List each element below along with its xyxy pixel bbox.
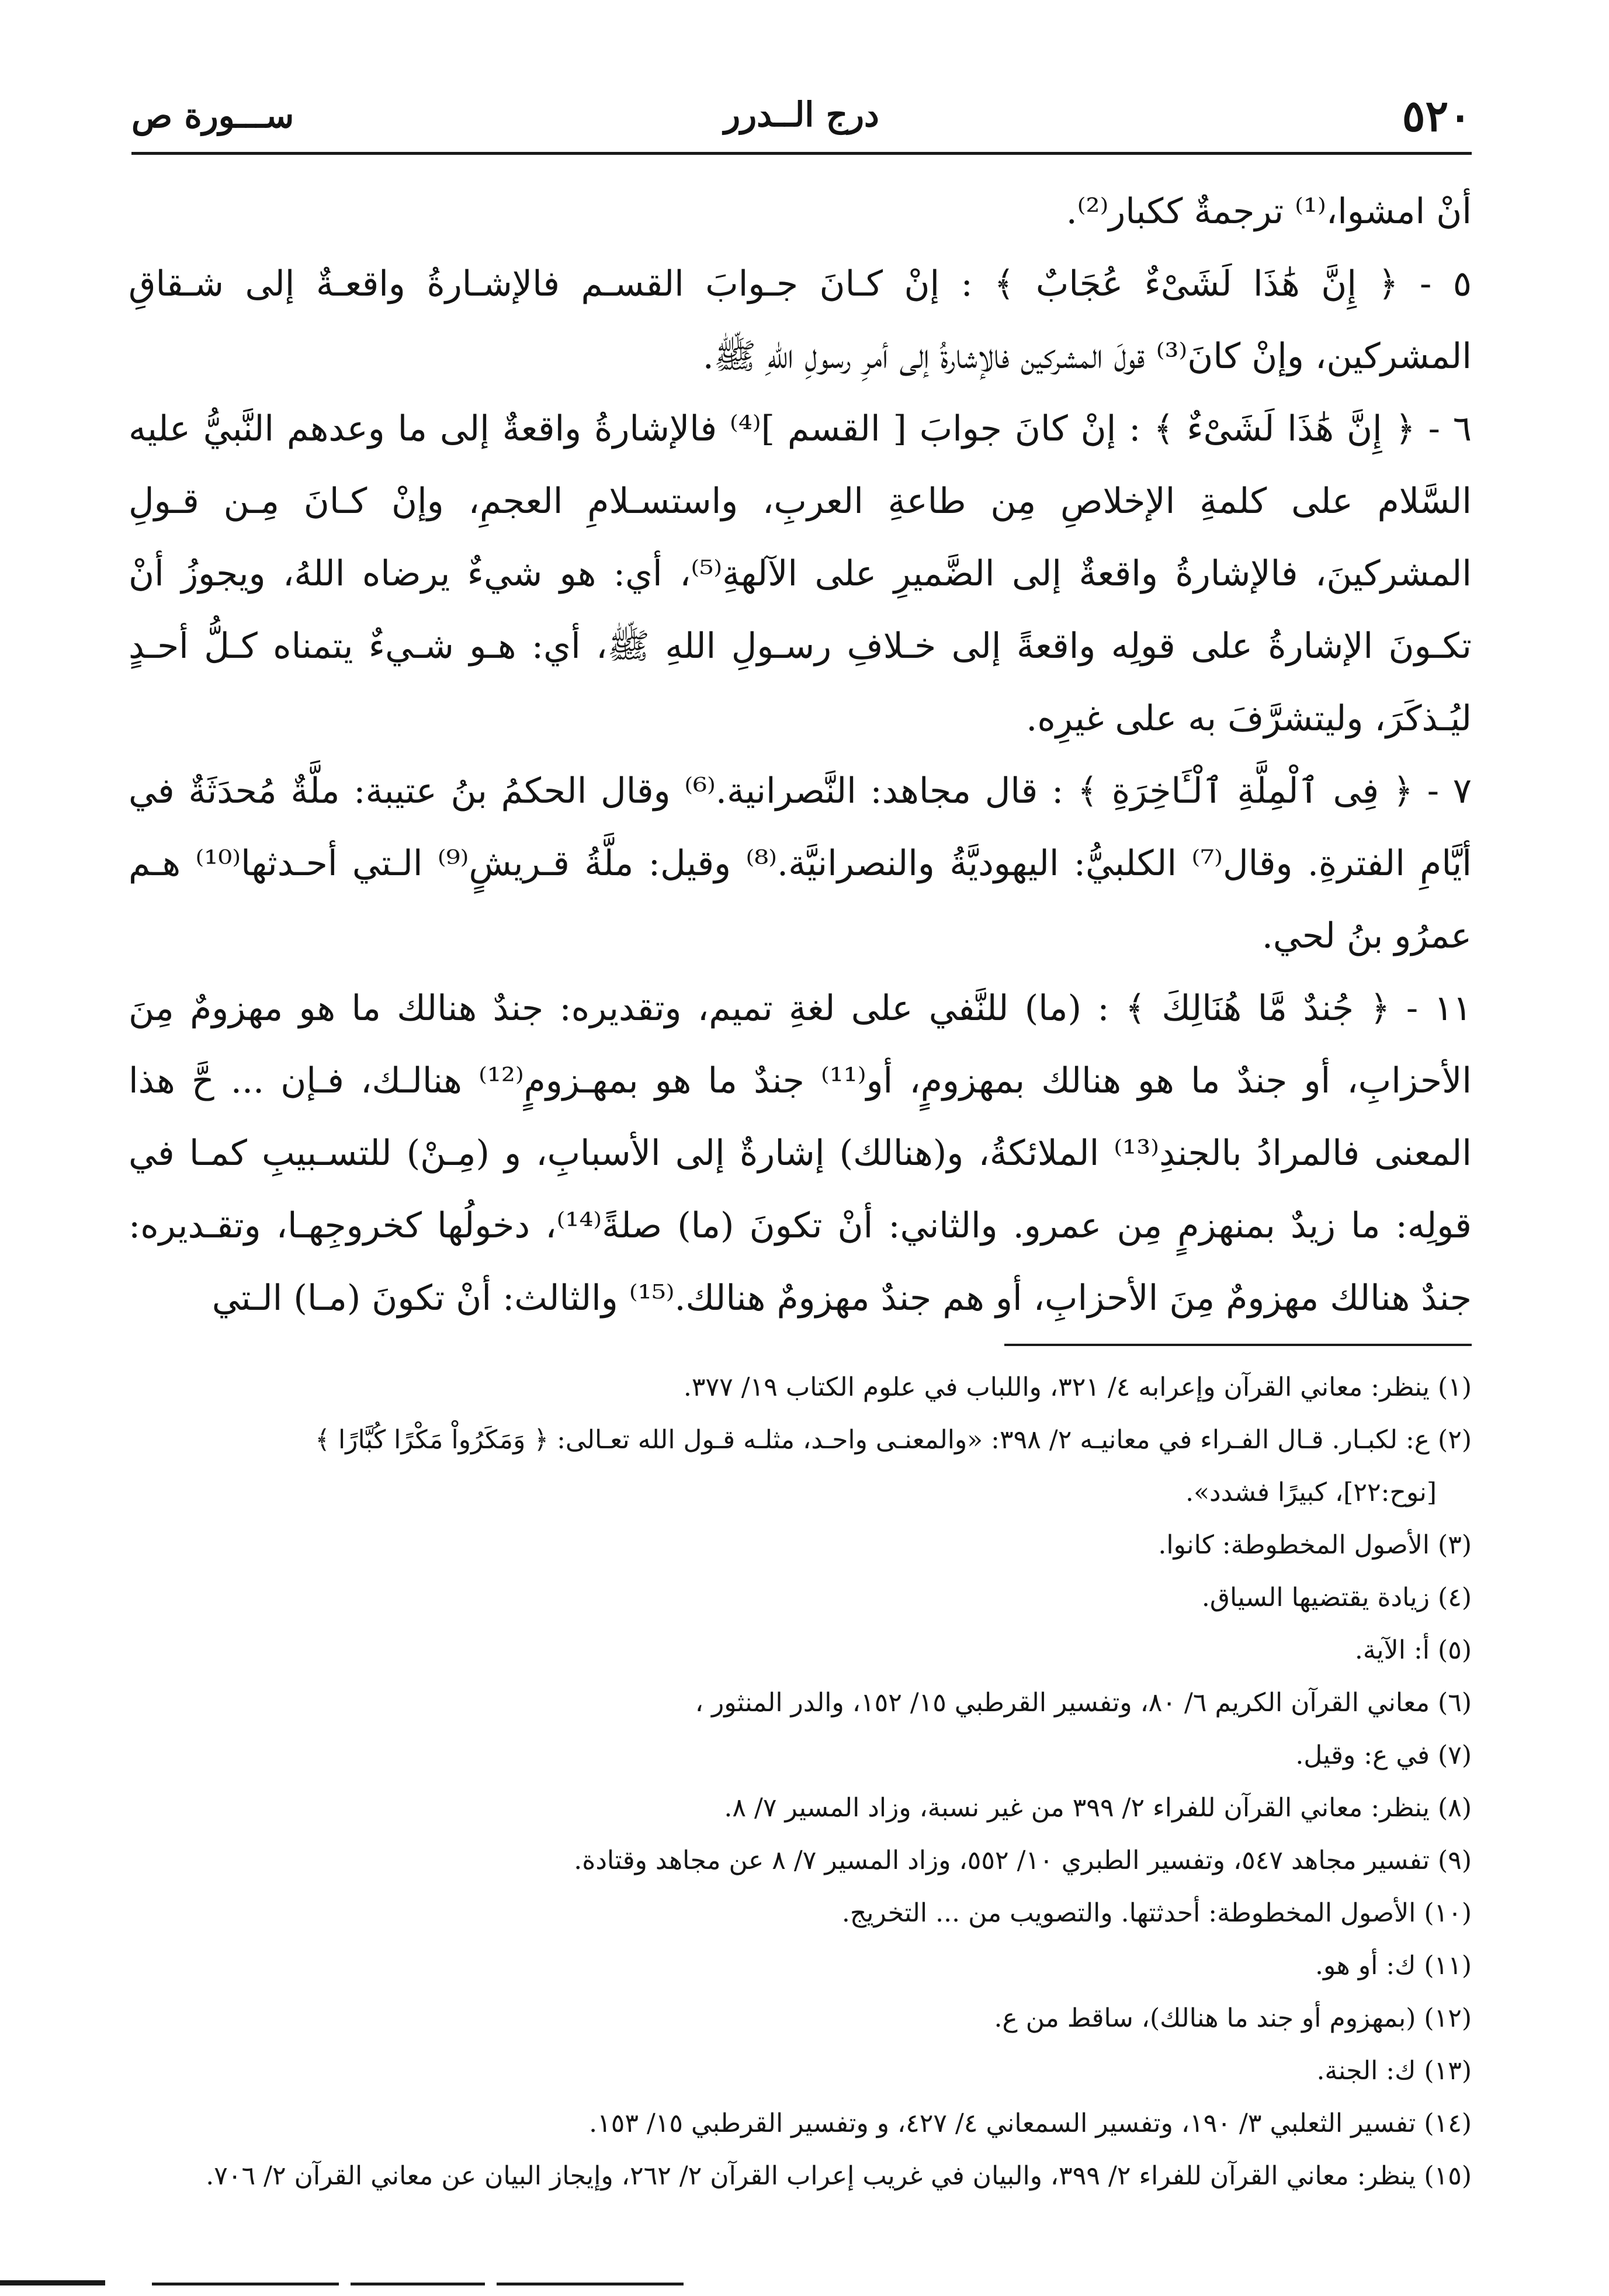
- surah-title: ســـورة ص: [131, 96, 294, 136]
- footnote-separator: [1004, 1344, 1472, 1346]
- scan-edge-marks: [0, 2262, 760, 2285]
- scan-mark: [351, 2283, 485, 2285]
- footnote: (١٣) ك: الجنة.: [1316, 2056, 1472, 2086]
- scan-mark: [0, 2280, 105, 2285]
- footnote: (١٤) تفسير الثعلبي ٣/ ١٩٠، وتفسير السمعاني ٤/ ٤٢٧، و وتفسير القرطبي ١٥/ ١٥٣.: [589, 2108, 1472, 2138]
- main-text: [129, 175, 1472, 1334]
- footnote: (١٥) ينظر: معاني القرآن للفراء ٢/ ٣٩٩، والبيان في غريب إعراب القرآن ٢/ ٢٦٢، وإيجاز البيان عن معاني القرآن ٢/ ٧٠٦.: [206, 2161, 1472, 2191]
- footnote: (٣) الأصول المخطوطة: كانوا.: [1158, 1530, 1472, 1560]
- scan-mark: [497, 2283, 684, 2285]
- paragraph: ٦ - ﴿ إِنَّ هَٰذَا لَشَىْءٌ ﴾ : إنْ كانَ جوابَ [ القسم ]⁽⁴⁾ فالإشارةُ واقعةٌ إلى ما وعدهم النَّبيُّ عليه السَّلام على كلمةِ الإخلاصِ مِن طاعةِ العربِ، واستسـلامِ العجمِ، وإنْ كـانَ مِـن قـولِ المشركينَ، فالإشارةُ واقعةٌ إلى الضَّميرِ على الآلهةِ⁽⁵⁾، أي: هو شيءٌ يرضاه اللهُ، ويجوزُ أنْ تكـونَ الإشارةُ على قولِه واقعةً إلى خـلافِ رسـولِ اللهِ ﷺ، أي: هـو شـيءٌ يتمناه كـلُّ أحـدٍ ليُـذكَرَ، وليتشرَّفَ به على غيرِه.: [129, 408, 1472, 739]
- paragraph: أنْ امشوا،⁽¹⁾ ترجمةٌ ككبار⁽²⁾.: [1066, 191, 1472, 232]
- paragraph: ٥ - ﴿ إِنَّ هَٰذَا لَشَىْءٌ عُجَابٌ ﴾ : إنْ كـانَ جـوابَ القسـم فالإشـارةُ واقعـةٌ إلى شـقاقِ المشركين، وإنْ كانَ⁽³⁾ قولَ المشركين فالإشارةُ إلى أمرِ رسولِ اللهِ ﷺ.: [129, 263, 1472, 377]
- scan-mark: [152, 2283, 339, 2285]
- footnotes: [123, 1361, 1472, 2203]
- running-header: [131, 88, 1472, 155]
- footnote: (٦) معاني القرآن الكريم ٦/ ٨٠، وتفسير القرطبي ١٥/ ١٥٢، والدر المنثور ،: [695, 1688, 1472, 1718]
- footnote: (٥) أ: الآية.: [1354, 1635, 1472, 1665]
- footnote: (١١) ك: أو هو.: [1315, 1951, 1472, 1981]
- footnote: (٨) ينظر: معاني القرآن للفراء ٢/ ٣٩٩ من غير نسبة، وزاد المسير ٧/ ٨.: [724, 1793, 1472, 1823]
- footnote: (٤) زيادة يقتضيها السياق.: [1201, 1583, 1472, 1612]
- footnote: (١٢) (بمهزوم أو جند ما هنالك)، ساقط من ع.: [994, 2003, 1472, 2033]
- footnote: (١) ينظر: معاني القرآن وإعرابه ٤/ ٣٢١، واللباب في علوم الكتاب ١٩/ ٣٧٧.: [683, 1372, 1472, 1402]
- footnote: (١٠) الأصول المخطوطة: أحدثتها. والتصويب من ... التخريج.: [841, 1898, 1472, 1928]
- book-title: درج الــدرر: [724, 95, 879, 134]
- footnote: (٧) في ع: وقيل.: [1295, 1740, 1472, 1770]
- page-number: ٥٢٠: [1402, 91, 1472, 141]
- paragraph: ٧ - ﴿ فِى ٱلْمِلَّةِ ٱلْـَٔاخِرَةِ ﴾ : قال مجاهد: النَّصرانية.⁽⁶⁾ وقال الحكمُ بنُ عتيبة: ملَّةٌ مُحدَثَةٌ في أيَّامِ الفترةِ. وقال⁽⁷⁾ الكلبيُّ: اليهوديَّةُ والنصرانيَّة.⁽⁸⁾ وقيل: ملَّةُ قـريشٍ⁽⁹⁾ الـتي أحـدثها⁽¹⁰⁾ هـم عمرُو بنُ لحي.: [129, 771, 1472, 956]
- footnote: (٢) ع: لكبـار. قـال الفـراء في معانيـه ٢/ ٣٩٨: «والمعنـى واحـد، مثلـه قـول الله تعـالى: ﴿ وَمَكَرُواْ مَكْرًا كُبَّارًا ﴾: [315, 1425, 1472, 1455]
- footnote-continuation: [نوح:٢٢]، كبيرًا فشدد».: [1185, 1478, 1437, 1507]
- footnote: (٩) تفسير مجاهد ٥٤٧، وتفسير الطبري ١٠/ ٥٥٢، وزاد المسير ٧/ ٨ عن مجاهد وقتادة.: [574, 1846, 1472, 1875]
- paragraph: ١١ - ﴿ جُندٌ مَّا هُنَالِكَ ﴾ : (ما) للنَّفي على لغةِ تميم، وتقديره: جندٌ هنالك ما هو مهزومٌ مِنَ الأحزابِ، أو جندٌ ما هو هنالك بمهزومٍ، أو⁽¹¹⁾ جندٌ ما هو بمهـزومٍ⁽¹²⁾ هنالـك، فـإن ... حَّ هذا المعنى فالمرادُ بالجندِ⁽¹³⁾ الملائكةُ، و(هنالك) إشارةٌ إلى الأسبابِ، و (مِـنْ) للتسـبيبِ كمـا في قولِه: ما زيدٌ بمنهزمٍ مِن عمرو. والثاني: أنْ تكونَ (ما) صلةً⁽¹⁴⁾، دخولُها كخروجِهـا، وتقـديره: جندٌ هنالك مهزومٌ مِنَ الأحزابِ، أو هم جندٌ مهزومٌ هنالك.⁽¹⁵⁾ والثالث: أنْ تكونَ (مـا) الـتي: [129, 988, 1472, 1319]
